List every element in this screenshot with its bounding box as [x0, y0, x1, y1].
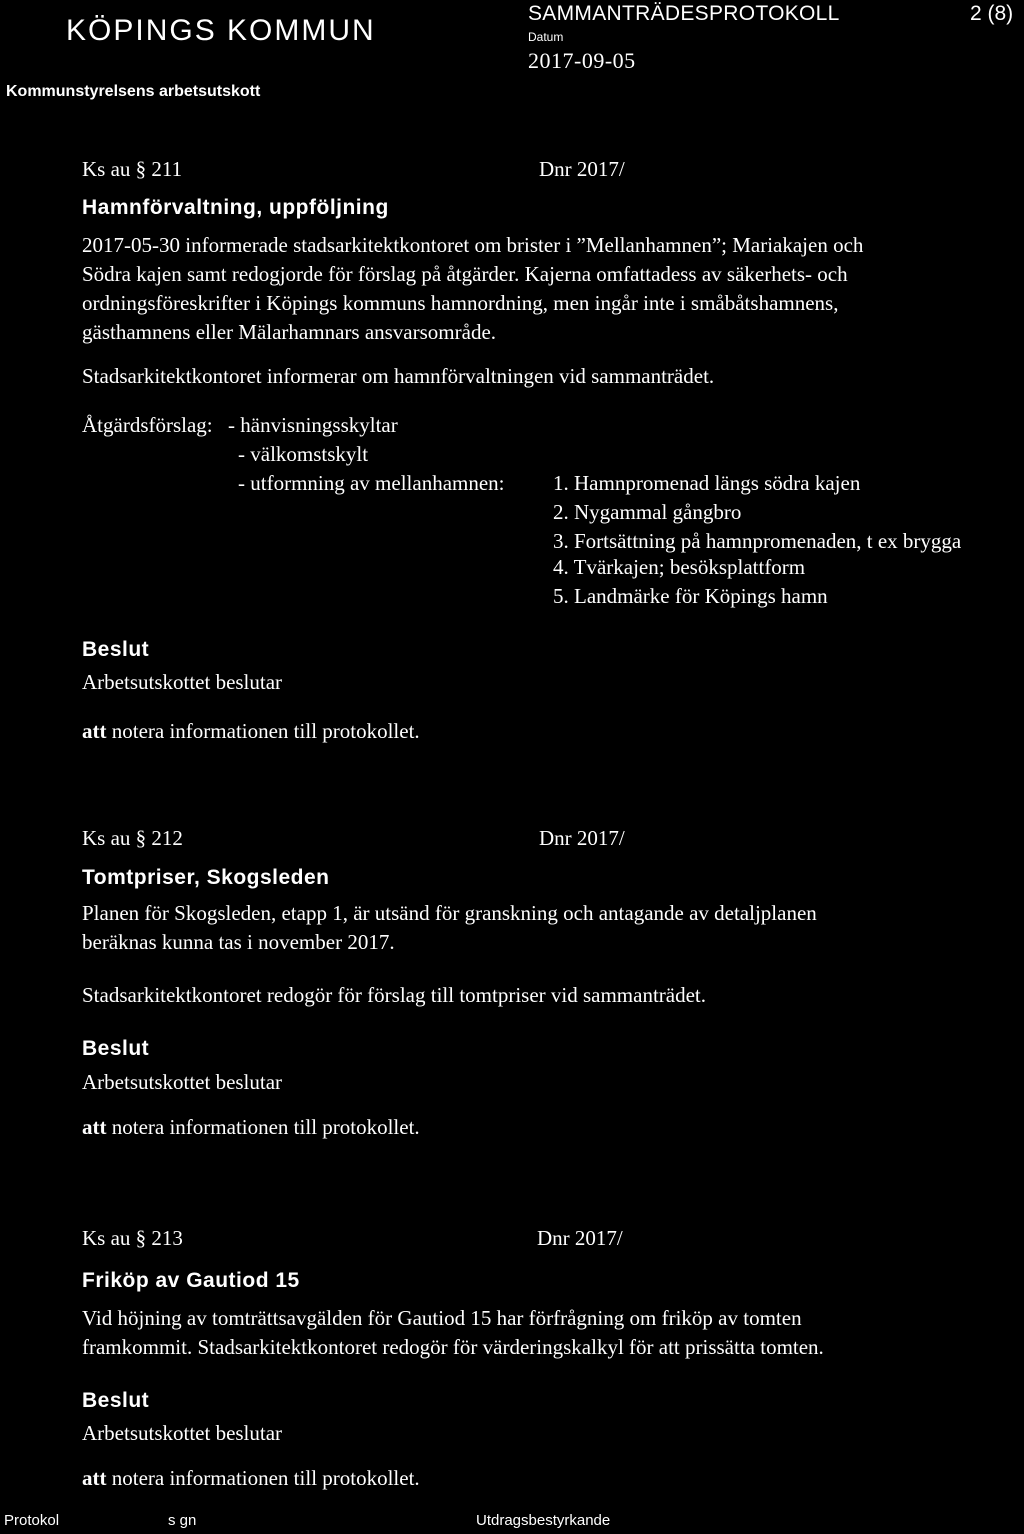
decision-body: notera informationen till protokollet.: [106, 1466, 420, 1490]
measure-item: - utformning av mellanhamnen:: [238, 471, 505, 495]
decision-text: [82, 1466, 420, 1491]
section-paragraph: [82, 1304, 1012, 1362]
section-number: Ks au § 213: [82, 1226, 183, 1250]
section-paragraph: [82, 231, 1012, 347]
committee-name: Kommunstyrelsens arbetsutskott: [6, 83, 261, 100]
section-title: Hamnförvaltning, uppföljning: [82, 196, 389, 219]
numbered-item: 5. Landmärke för Köpings hamn: [553, 584, 828, 608]
decision-intro: Arbetsutskottet beslutar: [82, 1421, 283, 1445]
measure-item: - hänvisningsskyltar: [228, 413, 398, 437]
organization-name: KÖPINGS KOMMUN: [66, 14, 376, 47]
date-label: Datum: [528, 30, 564, 44]
decision-body: notera informationen till protokollet.: [106, 719, 420, 743]
paragraph-line: Södra kajen samt redogjorde för förslag på åtgärder. Kajerna omfattadess av säkerhets- och: [82, 262, 848, 286]
decision-keyword: att: [82, 1466, 107, 1490]
paragraph-line: 2017-05-30 informerade stadsarkitektkontoret om brister i ”Mellanhamnen”; Mariakajen och: [82, 233, 864, 257]
section-title: Tomtpriser, Skogsleden: [82, 866, 330, 889]
decision-intro: Arbetsutskottet beslutar: [82, 1070, 283, 1094]
decision-heading: Beslut: [82, 638, 150, 661]
paragraph-line: Vid höjning av tomträttsavgälden för Gautiod 15 har förfrågning om friköp av tomten: [82, 1306, 802, 1330]
measures-label: Åtgärdsförslag:: [82, 413, 213, 437]
paragraph-line: ordningsföreskrifter i Köpings kommuns hamnordning, men ingår inte i småbåtshamnens,: [82, 291, 839, 315]
decision-intro: Arbetsutskottet beslutar: [82, 670, 283, 694]
section-paragraph: Stadsarkitektkontoret informerar om hamnförvaltningen vid sammanträdet.: [82, 364, 715, 388]
date-value: 2017-09-05: [528, 48, 636, 73]
dnr-number: Dnr 2017/: [539, 157, 625, 181]
decision-keyword: att: [82, 719, 107, 743]
numbered-item: 1. Hamnpromenad längs södra kajen: [553, 471, 861, 495]
paragraph-line: Planen för Skogsleden, etapp 1, är utsänd för granskning och antagande av detaljplanen: [82, 901, 817, 925]
section-paragraph: [82, 899, 1012, 957]
decision-text: [82, 1115, 420, 1140]
decision-heading: Beslut: [82, 1037, 150, 1060]
document-type: SAMMANTRÄDESPROTOKOLL: [528, 2, 840, 25]
paragraph-line: framkommit. Stadsarkitektkontoret redogör för värderingskalkyl för att prissätta tomten.: [82, 1335, 824, 1359]
measure-item: - välkomstskylt: [238, 442, 369, 466]
dnr-number: Dnr 2017/: [537, 1226, 623, 1250]
section-title: Friköp av Gautiod 15: [82, 1269, 300, 1292]
paragraph-line: gästhamnens eller Mälarhamnars ansvarsområde.: [82, 320, 497, 344]
numbered-item: 3. Fortsättning på hamnpromenaden, t ex brygga: [553, 529, 962, 553]
numbered-item: 2. Nygammal gångbro: [553, 500, 742, 524]
section-number: Ks au § 212: [82, 826, 183, 850]
footer-certification: Utdragsbestyrkande: [476, 1512, 611, 1529]
decision-text: [82, 719, 420, 744]
section-paragraph: Stadsarkitektkontoret redogör för förslag till tomtpriser vid sammanträdet.: [82, 983, 707, 1007]
footer-signature: s gn: [168, 1512, 197, 1529]
decision-body: notera informationen till protokollet.: [106, 1115, 420, 1139]
numbered-item: 4. Tvärkajen; besöksplattform: [553, 555, 806, 579]
section-number: Ks au § 211: [82, 157, 183, 181]
decision-heading: Beslut: [82, 1389, 150, 1412]
paragraph-line: beräknas kunna tas i november 2017.: [82, 930, 395, 954]
footer-protokoll: Protokol: [4, 1512, 60, 1529]
decision-keyword: att: [82, 1115, 107, 1139]
dnr-number: Dnr 2017/: [539, 826, 625, 850]
page-number: 2 (8): [970, 2, 1014, 25]
